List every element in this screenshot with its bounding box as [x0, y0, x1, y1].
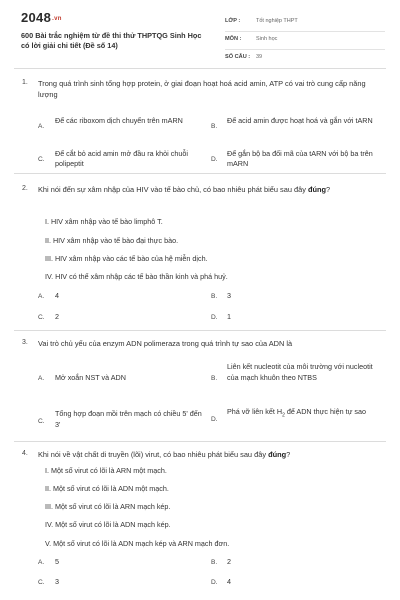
option-letter-b[interactable]: B. [211, 123, 218, 130]
meta-value-class: Tốt nghiệp THPT [256, 18, 298, 24]
option-text-b[interactable]: Liên kết nucleotit của môi trường với nucleotit của mạch khuôn theo NTBS [227, 362, 373, 382]
option-text-c[interactable]: 3 [55, 577, 59, 586]
meta-label-count: SỐ CÂU : [225, 54, 251, 60]
option-letter-d[interactable]: D. [211, 314, 218, 321]
statement-5: V. Một số virut có lõi là ADN mạch kép và ARN mạch đơn. [45, 539, 230, 548]
question-text-main: Khi nói đến sự xâm nhập của HIV vào tế bào chủ, có bao nhiêu phát biểu sau đây [38, 185, 308, 194]
question-text [38, 449, 378, 460]
option-text-b[interactable]: Để acid amin được hoạt hoá và gắn với tARN [227, 116, 373, 125]
statement-2: II. HIV xâm nhập vào tế bào đại thực bào. [45, 236, 179, 245]
site-logo[interactable] [21, 10, 62, 25]
option-letter-c[interactable]: C. [38, 579, 45, 586]
statement-1: I. Một số virut có lõi là ARN một mạch. [45, 466, 167, 475]
option-letter-a[interactable]: A. [38, 293, 45, 300]
option-letter-c[interactable]: C. [38, 418, 45, 425]
exam-title: 600 Bài trắc nghiệm từ đề thi thử THPTQG Sinh Học có lời giải chi tiết (Đề số 14) [21, 31, 202, 50]
question-number: 2. [22, 185, 28, 192]
statement-2: II. Một số virut có lõi là ADN một mạch. [45, 484, 169, 493]
question-text-emphasis: đúng [307, 185, 327, 194]
statement-3: III. Một số virut có lõi là ARN mạch kép. [45, 502, 171, 511]
option-text-d[interactable]: Để gắn bộ ba đối mã của tARN với bộ ba trên mARN [227, 149, 373, 168]
option-letter-b[interactable]: B. [211, 375, 218, 382]
logo-main: 2048 [21, 10, 52, 25]
statement-1: I. HIV xâm nhập vào tế bào limphô T. [45, 217, 163, 226]
header-divider [14, 68, 386, 69]
meta-row-count [225, 50, 385, 67]
option-letter-c[interactable]: C. [38, 156, 45, 163]
question-number: 1. [22, 79, 28, 86]
question-text-end: ? [286, 450, 291, 459]
option-text-c[interactable]: 2 [55, 312, 59, 321]
question-text-emphasis: đúng [268, 450, 287, 459]
question-divider [14, 441, 386, 442]
option-text-d-main: Phá vỡ liên kết H [227, 407, 283, 416]
meta-value-count: 39 [256, 54, 263, 60]
option-text-a[interactable]: 4 [55, 291, 59, 300]
statement-4: IV. Một số virut có lõi là ADN mạch kép. [45, 520, 171, 529]
option-letter-d[interactable]: D. [211, 416, 218, 423]
option-letter-d[interactable]: D. [211, 156, 218, 163]
question-divider [14, 173, 386, 174]
option-letter-b[interactable]: B. [211, 559, 218, 566]
option-text-a[interactable]: Để các riboxom dịch chuyển trên mARN [55, 116, 183, 125]
statement-3: III. HIV xâm nhập vào các tế bào của hệ miễn dịch. [45, 254, 208, 263]
option-text-b[interactable]: 3 [227, 291, 231, 300]
question-divider [14, 330, 386, 331]
option-text-c[interactable]: Tổng hợp đoạn mồi trên mạch có chiều 5' đến 3' [55, 409, 202, 429]
question-number: 3. [22, 339, 28, 346]
question-text-end: ? [326, 185, 331, 194]
question-text [38, 184, 378, 195]
option-text-d[interactable]: 4 [227, 577, 231, 586]
question-text-main: Khi nói về vật chất di truyền (lõi) virut, có bao nhiêu phát biểu sau đây [38, 450, 269, 459]
option-text-a[interactable]: Mở xoắn NST và ADN [55, 373, 126, 382]
meta-row-class [225, 14, 385, 32]
logo-suffix: .vn [52, 15, 62, 22]
option-letter-a[interactable]: A. [38, 123, 45, 130]
option-text-a[interactable]: 5 [55, 557, 59, 566]
option-text-c[interactable]: Để cắt bỏ acid amin mở đầu ra khỏi chuỗi polipeptit [55, 149, 188, 168]
option-letter-b[interactable]: B. [211, 293, 218, 300]
option-text-d-subscript: 2 [282, 412, 285, 419]
question-text: Trong quá trình sinh tổng hợp protein, ở giai đoạn hoạt hoá acid amin, ATP có vai trò cung cấp năng lượng [38, 79, 366, 99]
option-letter-a[interactable]: A. [38, 375, 45, 382]
option-text-d-end: để ADN thực hiện tự sao [284, 407, 366, 416]
meta-value-subject: Sinh học [256, 36, 278, 42]
option-letter-c[interactable]: C. [38, 314, 45, 321]
option-text-d[interactable] [227, 406, 379, 421]
meta-row-subject [225, 32, 385, 50]
option-letter-a[interactable]: A. [38, 559, 45, 566]
meta-label-subject: MÔN : [225, 36, 242, 42]
question-text: Vai trò chủ yếu của enzym ADN polimeraza trong quá trình tự sao của ADN là [38, 339, 293, 348]
exam-meta [225, 14, 385, 67]
option-text-b[interactable]: 2 [227, 557, 231, 566]
statement-4: IV. HIV có thể xâm nhập các tế bào thần kinh và phá huỷ. [45, 272, 228, 281]
question-number: 4. [22, 450, 28, 457]
option-letter-d[interactable]: D. [211, 579, 218, 586]
option-text-d[interactable]: 1 [227, 312, 231, 321]
page-header [0, 0, 400, 62]
meta-label-class: LỚP : [225, 18, 241, 24]
